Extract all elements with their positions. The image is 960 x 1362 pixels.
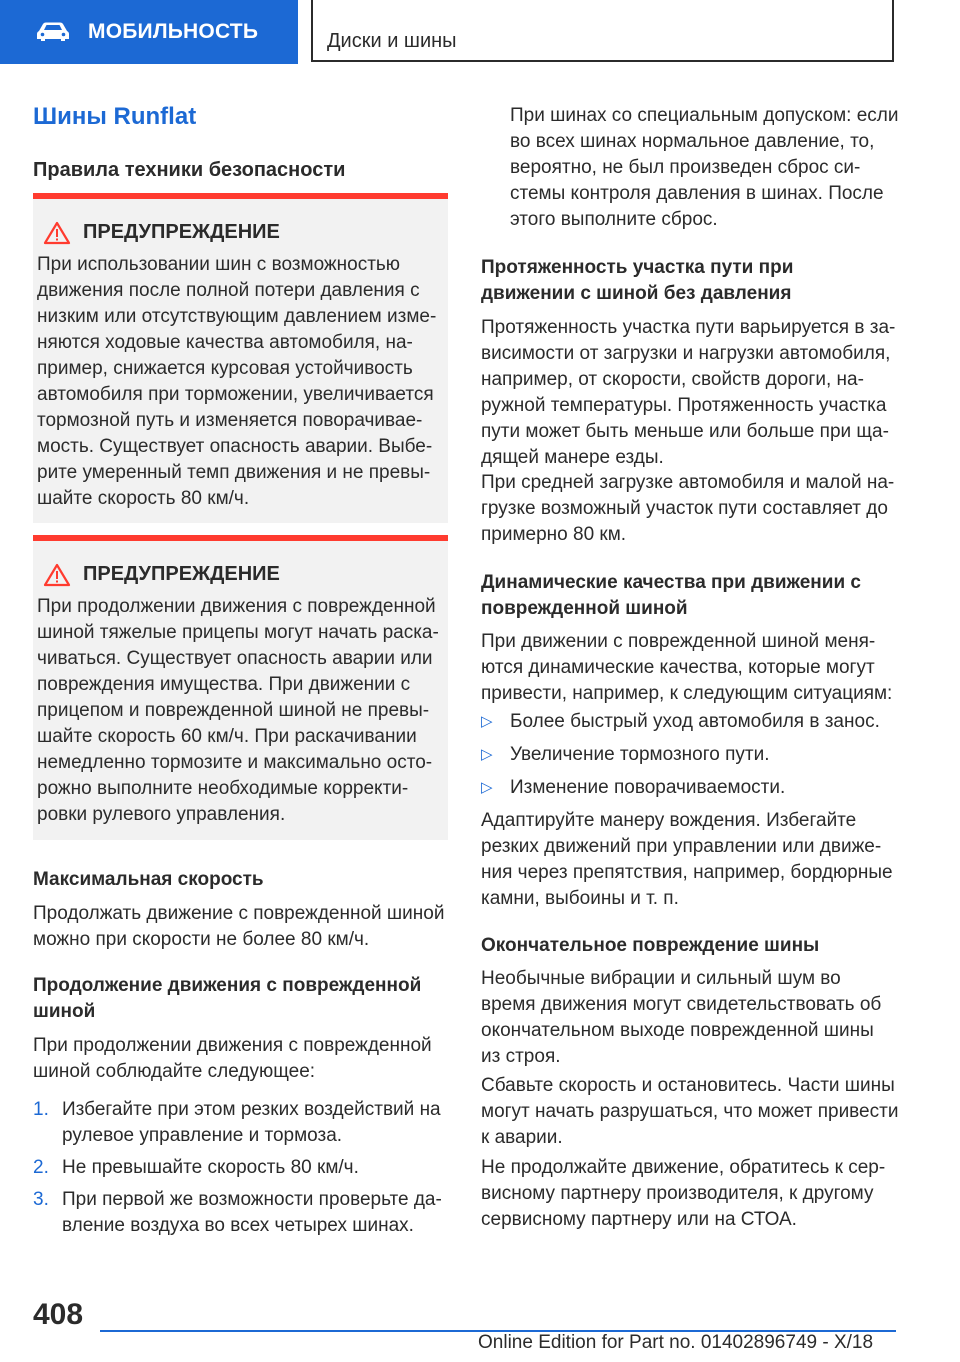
text-line: можно при скорости не более 80 км/ч. [33, 929, 370, 950]
heading-distance [481, 255, 896, 307]
warning-triangle-icon [43, 563, 71, 587]
text-line: во всех шинах нормальное давление, то, [510, 131, 875, 152]
bullet-triangle-icon: ▷ [481, 713, 493, 730]
text-line: низким или отсутствующим давлением изме- [37, 306, 437, 327]
text-line: Продолжать движение с поврежденной шиной [33, 903, 445, 924]
text-line: ровки рулевого управления. [37, 804, 286, 825]
text-line: время движения могут свидетельствовать об [481, 994, 882, 1015]
text-line: При продолжении движения с поврежденной [33, 1035, 432, 1056]
text-line: например, от скорости, свойств дороги, на- [481, 369, 864, 390]
text-line: Сбавьте скорость и остановитесь. Части шины [481, 1075, 895, 1096]
text-line: шиной соблюдайте следующее: [33, 1061, 316, 1082]
bullet-item: Увеличение тормозного пути. [510, 744, 770, 765]
text-line: Не превышайте скорость 80 км/ч. [62, 1157, 359, 1178]
text-line: дящей манере езды. [481, 447, 664, 468]
breadcrumb-text: Диски и шины [327, 30, 457, 52]
text-line: При шинах со специальным допуском: если [510, 105, 899, 126]
paragraph-final-damage-2 [481, 1073, 899, 1151]
text-line: чиваться. Существует опасность аварии или [37, 648, 433, 669]
text-line: резких движений при управлении или движе- [481, 836, 882, 857]
list-number: 2. [33, 1157, 49, 1178]
paragraph-continue-driving [33, 1033, 448, 1085]
text-line: вероятно, не был произведен сброс си- [510, 157, 861, 178]
text-line: окончательном выходе поврежденной шины [481, 1020, 874, 1041]
warning-title: ПРЕДУПРЕЖДЕНИЕ [83, 563, 280, 585]
text-line: пример, снижается курсовая устойчивость [37, 358, 413, 379]
text-line: примерно 80 км. [481, 524, 627, 545]
bullet-triangle-icon: ▷ [481, 779, 493, 796]
bullet-item: Более быстрый уход автомобиля в занос. [510, 711, 880, 732]
warning-box-1 [33, 193, 448, 523]
text-line: этого выполните сброс. [510, 209, 718, 230]
list-item [62, 1097, 452, 1149]
list-number: 1. [33, 1099, 49, 1120]
text-line: мость. Существует опасность аварии. Выбе- [37, 436, 433, 457]
text-line: Динамические качества при движении с [481, 572, 861, 593]
bullet-triangle-icon: ▷ [481, 746, 493, 763]
paragraph-distance-1 [481, 315, 899, 471]
paragraph-dynamics-1 [481, 629, 899, 707]
text-line: рожно выполните необходимые корректи- [37, 778, 409, 799]
paragraph-max-speed [33, 901, 448, 953]
text-line: Адаптируйте манеру вождения. Избегайте [481, 810, 857, 831]
warning-box-2 [33, 535, 448, 840]
text-line: ются динамические качества, которые могут [481, 657, 875, 678]
warning-triangle-icon [43, 221, 71, 245]
text-line: При средней загрузке автомобиля и малой на- [481, 472, 895, 493]
text-line: прицепом и поврежденной шиной не превы- [37, 700, 430, 721]
header-tab-mobility[interactable] [0, 0, 298, 64]
text-line: повреждения имущества. При движении с [37, 674, 411, 695]
text-line: няются ходовые качества автомобиля, на- [37, 332, 413, 353]
text-line: поврежденной шиной [481, 598, 688, 619]
text-line: вление воздуха во всех четырех шинах. [62, 1215, 414, 1236]
text-line: к аварии. [481, 1127, 563, 1148]
text-line: привести, например, к следующим ситуациям: [481, 683, 893, 704]
text-line: камни, выбоины и т. п. [481, 888, 679, 909]
text-line: Продолжение движения с поврежденной [33, 975, 422, 996]
text-line: движения после полной потери давления с [37, 280, 420, 301]
text-line: шайте скорость 60 км/ч. При раскачивании [37, 726, 417, 747]
text-line: шиной тяжелые прицепы могут начать раска- [37, 622, 439, 643]
text-line: могут начать разрушаться, что может привести [481, 1101, 899, 1122]
paragraph-distance-2 [481, 470, 899, 548]
text-line: тормозной путь и изменяется поворачивае- [37, 410, 423, 431]
warning-text [37, 252, 449, 512]
text-line: немедленно тормозите и максимально осто- [37, 752, 433, 773]
text-line: ружной температуры. Протяженность участка [481, 395, 887, 416]
text-line: грузке возможный участок пути составляет до [481, 498, 888, 519]
text-line: Избегайте при этом резких воздействий на [62, 1099, 441, 1120]
text-line: из строя. [481, 1046, 561, 1067]
footer-edition: Online Edition for Part no. 01402896749 - X/18 [478, 1332, 874, 1353]
text-line: висному партнеру производителя, к другому [481, 1183, 874, 1204]
warning-title: ПРЕДУПРЕЖДЕНИЕ [83, 221, 280, 243]
page-number: 408 [33, 1298, 84, 1331]
text-line: Протяженность участка пути варьируется в за- [481, 317, 896, 338]
list-number: 3. [33, 1189, 49, 1210]
subtitle: Правила техники безопасности [33, 159, 346, 181]
text-line: Необычные вибрации и сильный шум во [481, 968, 841, 989]
text-line: При движении с поврежденной шиной меня- [481, 631, 876, 652]
heading-max-speed: Максимальная скорость [33, 869, 264, 890]
text-line: При первой же возможности проверьте да- [62, 1189, 442, 1210]
text-line: пути может быть меньше или больше при ща- [481, 421, 889, 442]
paragraph-final-damage-3 [481, 1155, 899, 1233]
heading-continue-driving [33, 973, 448, 1025]
bullet-item: Изменение поворачиваемости. [510, 777, 786, 798]
paragraph-intro [510, 103, 900, 233]
heading-dynamics [481, 570, 896, 622]
section-title: Шины Runflat [33, 103, 197, 130]
text-line: При использовании шин с возможностью [37, 254, 401, 275]
tab-label: МОБИЛЬНОСТЬ [88, 20, 259, 43]
heading-final-damage: Окончательное повреждение шины [481, 935, 820, 956]
paragraph-final-damage-1 [481, 966, 899, 1070]
list-item [62, 1155, 452, 1181]
list-item [62, 1187, 452, 1239]
text-line: автомобиля при торможении, увеличивается [37, 384, 434, 405]
text-line: шайте скорость 80 км/ч. [37, 488, 250, 509]
text-line: Не продолжайте движение, обратитесь к сер- [481, 1157, 886, 1178]
warning-text [37, 594, 449, 828]
text-line: рите умеренный темп движения и не превы- [37, 462, 431, 483]
car-icon [36, 22, 70, 42]
text-line: стемы контроля давления в шинах. После [510, 183, 884, 204]
text-line: рулевое управление и тормоза. [62, 1125, 343, 1146]
text-line: ния через препятствия, например, бордюрные [481, 862, 893, 883]
text-line: При продолжении движения с поврежденной [37, 596, 436, 617]
text-line: движении с шиной без давления [481, 283, 792, 304]
text-line: висимости от загрузки и нагрузки автомобиля, [481, 343, 891, 364]
text-line: шиной [33, 1001, 96, 1022]
paragraph-dynamics-2 [481, 808, 899, 912]
text-line: сервисному партнеру или на СТОА. [481, 1209, 797, 1230]
text-line: Протяженность участка пути при [481, 257, 794, 278]
breadcrumb [311, 0, 894, 62]
